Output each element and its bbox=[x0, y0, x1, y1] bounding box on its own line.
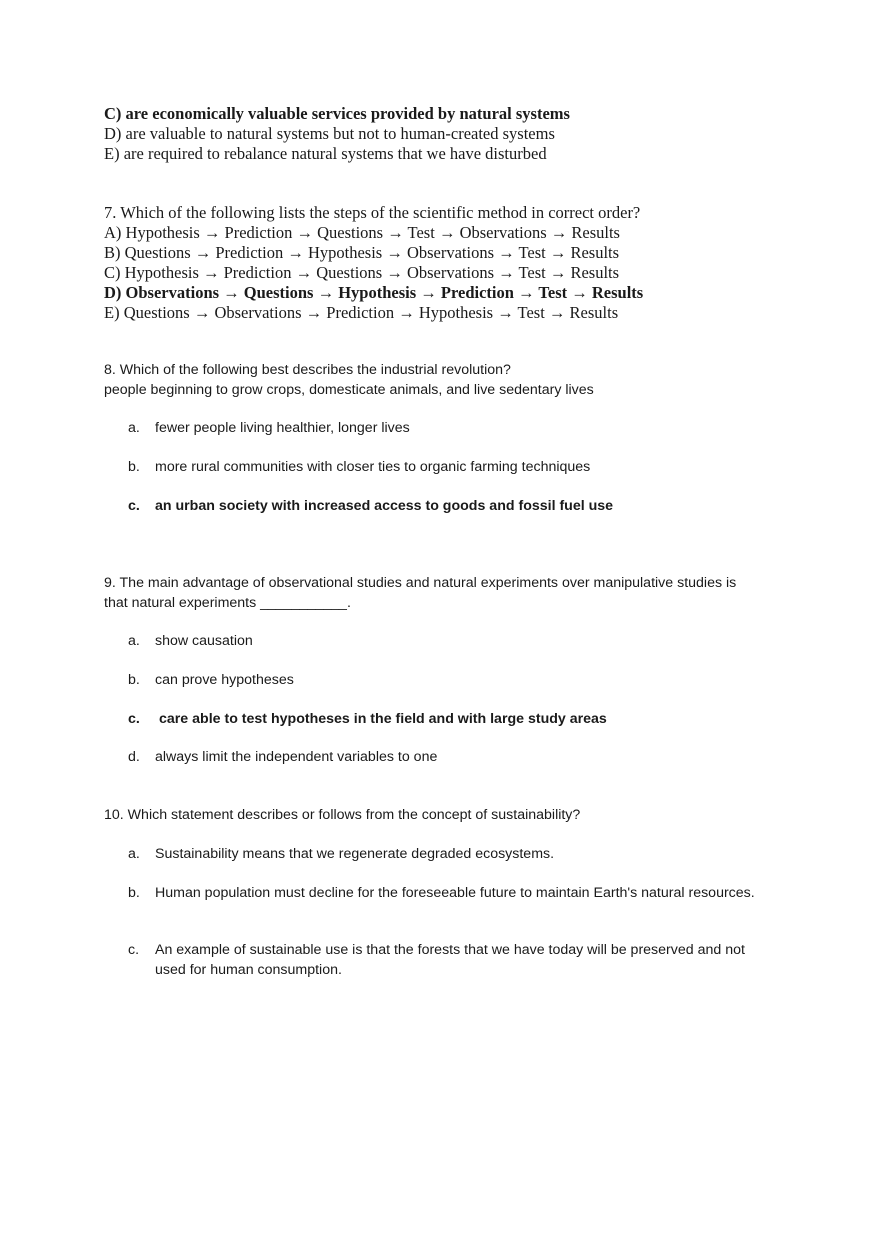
question-9 bbox=[104, 574, 794, 613]
q7-option-b: B) Questions → Prediction → Hypothesis → Observations → Test → Results bbox=[104, 243, 620, 262]
option-text: An example of sustainable use is that the forests that we have today will be preserved and not used for human consumption. bbox=[155, 942, 745, 978]
question-7 bbox=[104, 203, 794, 323]
option-text: care able to test hypotheses in the field and with large study areas bbox=[159, 711, 607, 727]
option-letter: a. bbox=[128, 633, 140, 649]
q7-option-a: A) Hypothesis → Prediction → Questions → Test → Observations → Results bbox=[104, 223, 620, 242]
q9-question-line-2: that natural experiments ___________. bbox=[104, 594, 351, 611]
q7-option-d: D) Observations → Questions → Hypothesis → Prediction → Test → Results bbox=[104, 283, 644, 302]
option-text: more rural communities with closer ties to organic farming techniques bbox=[155, 459, 591, 475]
option-text: fewer people living healthier, longer lives bbox=[155, 420, 410, 436]
q9-question-line-1: 9. The main advantage of observational studies and natural experiments over manipulative studies is bbox=[104, 575, 737, 591]
q10-question-text: 10. Which statement describes or follows from the concept of sustainability? bbox=[104, 807, 581, 823]
option-text: Human population must decline for the foreseeable future to maintain Earth's natural resources. bbox=[155, 885, 755, 901]
option-text: show causation bbox=[155, 633, 253, 649]
option-letter: b. bbox=[128, 672, 140, 688]
option-letter: d. bbox=[128, 749, 140, 765]
option-letter: a. bbox=[128, 420, 140, 436]
q7-option-e: E) Questions → Observations → Prediction → Hypothesis → Test → Results bbox=[104, 303, 619, 322]
option-letter: c. bbox=[128, 711, 140, 727]
option-letter: c. bbox=[128, 498, 140, 514]
option-letter: c. bbox=[128, 942, 140, 958]
option-text: can prove hypotheses bbox=[155, 672, 294, 688]
question-10 bbox=[104, 806, 794, 826]
q8-unlettered-option: people beginning to grow crops, domesticate animals, and live sedentary lives bbox=[104, 381, 594, 398]
option-text: an urban society with increased access to goods and fossil fuel use bbox=[155, 498, 614, 514]
option-text: Sustainability means that we regenerate degraded ecosystems. bbox=[155, 846, 555, 862]
option-letter: a. bbox=[128, 846, 140, 862]
question-8 bbox=[104, 361, 794, 400]
q8-question-text: 8. Which of the following best describes the industrial revolution? bbox=[104, 362, 511, 378]
option-text: always limit the independent variables to one bbox=[155, 749, 438, 765]
q6-option-c: C) are economically valuable services provided by natural systems bbox=[104, 104, 570, 123]
q7-option-c: C) Hypothesis → Prediction → Questions → Observations → Test → Results bbox=[104, 263, 620, 282]
q6-option-d: D) are valuable to natural systems but not to human-created systems bbox=[104, 124, 555, 143]
option-letter: b. bbox=[128, 885, 140, 901]
q7-question-text: 7. Which of the following lists the steps of the scientific method in correct order? bbox=[104, 203, 641, 222]
option-letter: b. bbox=[128, 459, 140, 475]
question-6-options bbox=[104, 104, 794, 164]
q6-option-e: E) are required to rebalance natural systems that we have disturbed bbox=[104, 144, 547, 163]
